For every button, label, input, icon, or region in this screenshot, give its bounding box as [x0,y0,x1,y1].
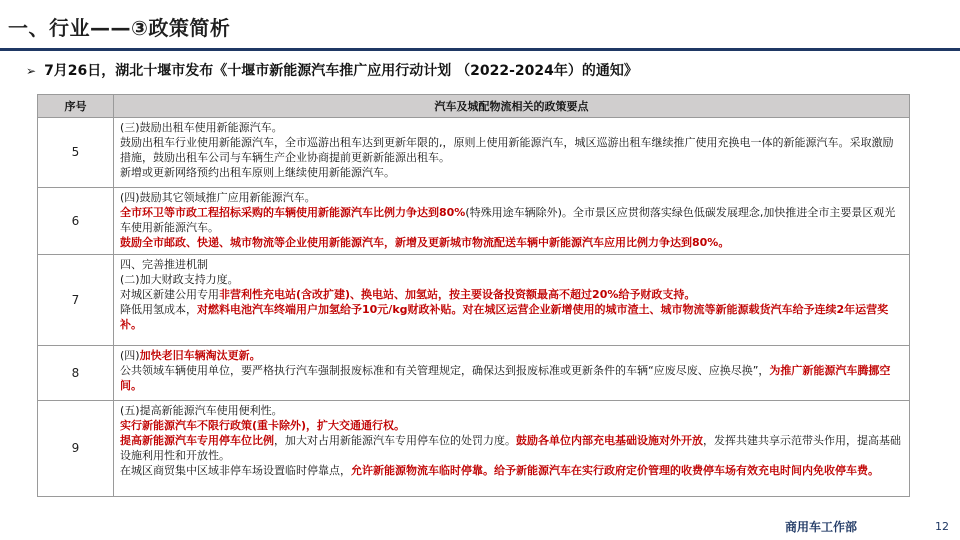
subtitle [26,60,638,80]
policy-text: 在城区商贸集中区域非停车场设置临时停靠点， [120,464,351,477]
arrow-bullet-icon: ➢ [26,64,37,78]
policy-text: 降低用氢成本， [120,303,197,316]
highlighted-text: 为推广新能源汽车腾挪空间。 [120,364,891,392]
policy-text: (四) [120,349,140,362]
footer-department: 商用车工作部 [785,520,858,534]
policy-line [120,463,903,478]
page-number: 12 [935,520,949,533]
highlighted-text: 加快老旧车辆淘汰更新。 [139,349,261,362]
page-title: 一、行业——③政策简析 [8,16,231,40]
policy-line [120,363,903,393]
policy-text: (四)鼓励其它领域推广应用新能源汽车。 [120,191,316,204]
highlighted-text: 实行新能源汽车不限行政策(重卡除外)，扩大交通通行权。 [120,419,406,432]
policy-text: 鼓励出租车行业使用新能源汽车，全市巡游出租车达到更新年限的,，原则上使用新能源汽车，城区巡游出租车继续推广使用充换电一体的新能源汽车。采取激励措施，鼓励出租车公司与车辆生产企业协商提前更新新能源出租车。 [120,136,894,164]
highlighted-text: 允许新能源物流车临时停靠。给予新能源汽车在实行政府定价管理的收费停车场有效充电时间内免收停车费。 [351,464,879,477]
policy-line [120,190,903,205]
row-policy-text [114,401,910,497]
row-policy-text [114,346,910,401]
policy-line [120,348,903,363]
policy-text: 公共领域车辆使用单位，要严格执行汽车强制报废标准和有关管理规定，确保达到报废标准或更新条件的车辆“应废尽废、应换尽换”， [120,364,770,377]
policy-line [120,287,903,302]
row-number: 9 [38,401,114,497]
highlighted-text: 对燃料电池汽车终端用户加氢给予10元/kg财政补贴。对在城区运营企业新增使用的城市渣土、城市物流等新能源载货汽车给予连续2年运营奖补。 [120,303,889,331]
row-policy-text [114,188,910,255]
policy-line [120,165,903,180]
row-number: 7 [38,255,114,346]
header-policy-points: 汽车及城配物流相关的政策要点 [114,95,910,118]
policy-line [120,272,903,287]
policy-line [120,135,903,165]
policy-text: ，发挥共建共享示范带头作用，提高基础设施利用性和开放性。 [120,434,901,462]
policy-line [120,235,903,250]
subtitle-text: 7月26日，湖北十堰市发布《十堰市新能源汽车推广应用行动计划 （2022-2024年）的通知》 [44,63,638,79]
policy-line [120,433,903,463]
row-policy-text [114,255,910,346]
table-row [38,118,910,188]
policy-line [120,120,903,135]
policy-text: (三)鼓励出租车使用新能源汽车。 [120,121,283,134]
policy-line [120,257,903,272]
table-row [38,255,910,346]
policy-table [37,94,910,497]
header-number: 序号 [38,95,114,118]
highlighted-text: 鼓励全市邮政、快递、城市物流等企业使用新能源汽车，新增及更新城市物流配送车辆中新能源汽车应用比例力争达到80%。 [120,236,730,249]
title-divider [0,48,960,51]
policy-line [120,418,903,433]
highlighted-text: 全市环卫等市政工程招标采购的车辆使用新能源汽车比例力争达到80% [120,206,466,219]
highlighted-text: 鼓励各单位内部充电基础设施对外开放 [516,434,703,447]
table-row [38,401,910,497]
policy-text: (二)加大财政支持力度。 [120,273,239,286]
policy-text: ，加大对占用新能源汽车专用停车位的处罚力度。 [274,434,516,447]
policy-text: (五)提高新能源汽车使用便利性。 [120,404,283,417]
policy-text: 新增或更新网络预约出租车原则上继续使用新能源汽车。 [120,166,395,179]
table-row [38,346,910,401]
policy-line [120,403,903,418]
policy-text: 四、完善推进机制 [120,258,208,271]
policy-text: 对城区新建公用专用 [120,288,219,301]
policy-line [120,205,903,235]
table-row [38,188,910,255]
policy-line [120,302,903,332]
highlighted-text: 提高新能源汽车专用停车位比例 [120,434,274,447]
table-header-row [38,95,910,118]
row-number: 6 [38,188,114,255]
highlighted-text: 非营利性充电站(含改扩建)、换电站、加氢站，按主要设备投资额最高不超过20%给予财政支持。 [219,288,696,301]
row-policy-text [114,118,910,188]
row-number: 5 [38,118,114,188]
row-number: 8 [38,346,114,401]
policy-text: (特殊用途车辆除外)。全市景区应贯彻落实绿色低碳发展理念,加快推进全市主要景区观光车使用新能源汽车。 [120,206,896,234]
